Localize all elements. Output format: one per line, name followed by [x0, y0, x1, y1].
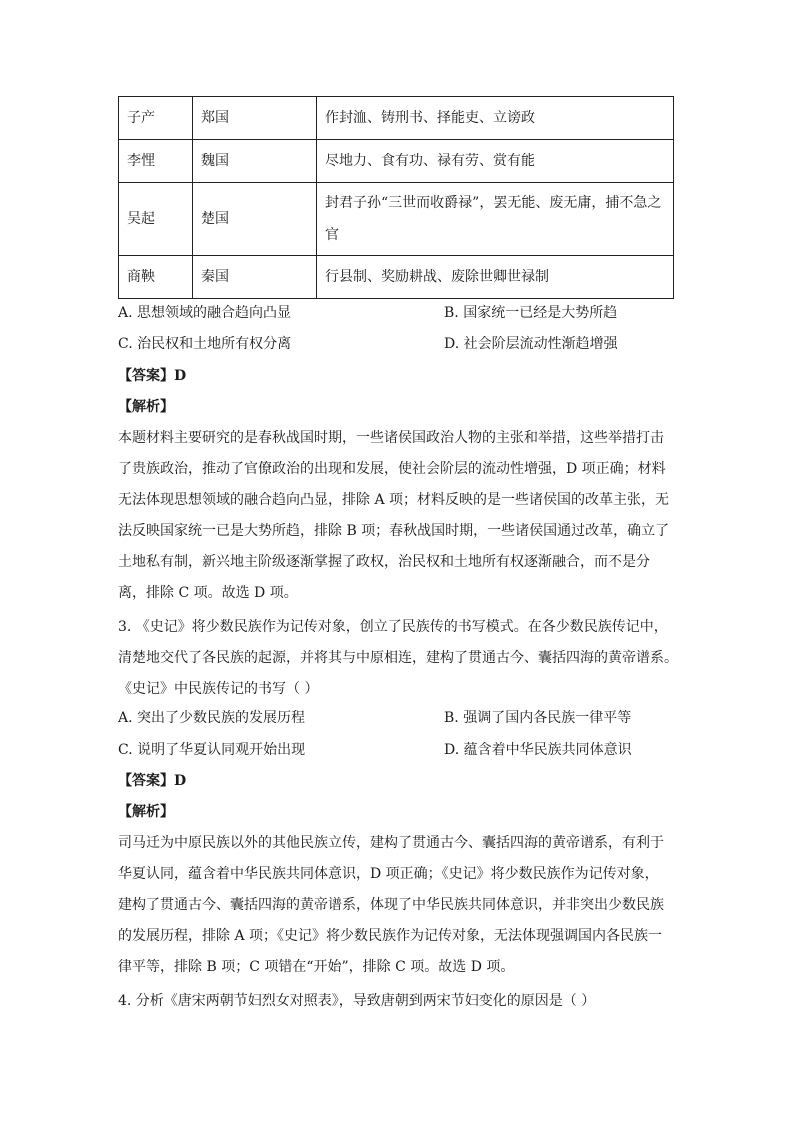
q3-option-c: C. 说明了华夏认同观开始出现: [118, 742, 306, 758]
analysis-line: 了贵族政治，推动了官僚政治的出现和发展，使社会阶层的流动性增强，D 项正确；材料: [118, 461, 666, 477]
q3-stem: [118, 612, 678, 705]
analysis-line: 法反映国家统一已是大势所趋，排除 B 项；春秋战国时期，一些诸侯国通过改革，确立了: [118, 523, 670, 539]
q2-option-b: B. 国家统一已经是大势所趋: [444, 305, 618, 321]
q2-option-d: D. 社会阶层流动性渐趋增强: [444, 336, 618, 352]
state-cell: 郑国: [193, 97, 317, 140]
state-cell: 魏国: [193, 140, 317, 183]
stem-line: 4. 分析《唐宋两朝节妇烈女对照表》，导致唐朝到两宋节妇变化的原因是（ ）: [118, 993, 596, 1009]
analysis-line: 土地私有制，新兴地主阶级逐渐掌握了政权，治民权和土地所有权逐渐融合，而不是分: [118, 554, 650, 570]
table-row: [119, 140, 674, 183]
stem-line: 清楚地交代了各民族的起源，并将其与中原相连，建构了贯通古今、囊括四海的黄帝谱系。: [118, 650, 678, 666]
q3-option-d: D. 蕴含着中华民族共同体意识: [444, 742, 632, 758]
q3-option-a: A. 突出了少数民族的发展历程: [118, 710, 306, 726]
q2-option-a: A. 思想领域的融合趋向凸显: [118, 305, 292, 321]
state-cell: 楚国: [193, 183, 317, 256]
q2-answer: 【答案】D: [118, 368, 187, 384]
measures-cell: 封君子孙“三世而收爵禄”，罢无能、废无庸，捕不急之官: [317, 183, 674, 256]
person-cell: 吴起: [119, 183, 193, 256]
q4-stem: [118, 986, 678, 1017]
q3-answer: 【答案】D: [118, 773, 187, 789]
reform-table: [118, 96, 674, 299]
q2-analysis-label: 【解析】: [118, 399, 174, 415]
q2-option-c: C. 治民权和土地所有权分离: [118, 336, 292, 352]
analysis-line: 司马迁为中原民族以外的其他民族立传，建构了贯通古今、囊括四海的黄帝谱系，有利于: [118, 835, 664, 851]
measures-cell: 作封洫、铸刑书、择能吏、立谤政: [317, 97, 674, 140]
stem-line: 3. 《史记》将少数民族作为记传对象，创立了民族传的书写模式。在各少数民族传记中，: [118, 619, 668, 635]
analysis-line: 无法体现思想领域的融合趋向凸显，排除 A 项；材料反映的是一些诸侯国的改革主张，无: [118, 492, 670, 508]
analysis-line: 本题材料主要研究的是春秋战国时期，一些诸侯国政治人物的主张和举措，这些举措打击: [118, 430, 664, 446]
person-cell: 李悝: [119, 140, 193, 183]
table-row: [119, 97, 674, 140]
table-row: [119, 183, 674, 256]
analysis-line: 华夏认同，蕴含着中华民族共同体意识，D 项正确；《史记》将少数民族作为记传对象，: [118, 866, 659, 882]
table-row: [119, 256, 674, 299]
q3-option-b: B. 强调了国内各民族一律平等: [444, 710, 632, 726]
person-cell: 子产: [119, 97, 193, 140]
state-cell: 秦国: [193, 256, 317, 299]
analysis-line: 离，排除 C 项。故选 D 项。: [118, 585, 298, 601]
analysis-line: 律平等，排除 B 项；C 项错在“开始”，排除 C 项。故选 D 项。: [118, 959, 515, 975]
measures-cell: 尽地力、食有功、禄有劳、赏有能: [317, 140, 674, 183]
stem-line: 《史记》中民族传记的书写（ ）: [118, 681, 319, 697]
q2-analysis-text: [118, 423, 678, 609]
q3-analysis-text: [118, 828, 678, 983]
measures-cell: 行县制、奖励耕战、废除世卿世禄制: [317, 256, 674, 299]
person-cell: 商鞅: [119, 256, 193, 299]
q3-analysis-label: 【解析】: [118, 804, 174, 820]
analysis-line: 建构了贯通古今、囊括四海的黄帝谱系，体现了中华民族共同体意识，并非突出少数民族: [118, 897, 664, 913]
analysis-line: 的发展历程，排除 A 项；《史记》将少数民族作为记传对象，无法体现强调国内各民族一: [118, 928, 663, 944]
